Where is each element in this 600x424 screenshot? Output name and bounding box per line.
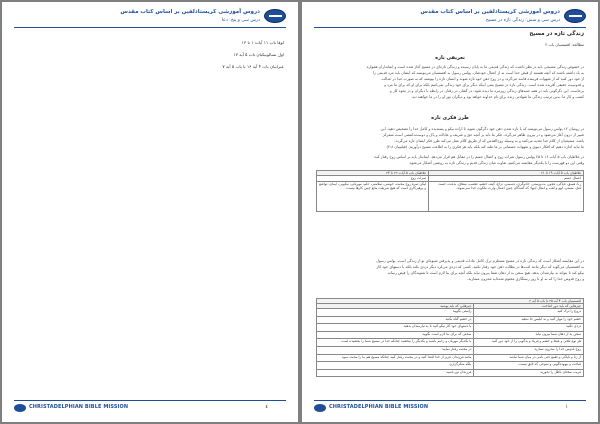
reference-line: عبرانیان باب ۴ آیه ۱۶ تا باب ۵ آیه ۷ (222, 64, 284, 69)
reading-reference: مطالعه: افسسیان باب ۴ (545, 42, 584, 47)
table-row: از زنا و ناپاکی و طمع حتی نامی در میان شما نباشد مانند فرزندان عزیز از خدا اقتدا کنید و در محبت رفتار کنید چنانکه مسیح هم ما را محبت نمود (317, 354, 584, 362)
table-row: فریب سخنان باطل را نخورید فرزندان نور باشید (317, 369, 584, 377)
table-cell: زنا، فسق، ناپاکی، فجور، بت‌پرستی، جادوگری، دشمنی، نزاع، کینه، خشم، تعصب، شقاق، بدعت، حسد، قتل، مستی، لهو و لعب و امثال اینها؛ که کنندگان چنین اعمال وارث ملکوت خدا نمی‌شوند. (429, 182, 584, 212)
header-subtitle: درس سی و شش: زندگی تازه در مسیح (485, 18, 560, 23)
table-row: خشم خود را مهار کنید و به ابلیس جا ندهید در خشم گناه نکنید (317, 316, 584, 324)
page-footer (314, 400, 586, 412)
header-title: دروس آموزشی کریستادلفین بر اساس کتاب مقدس (420, 9, 560, 15)
table-header: چیزهایی که باید پوشید (317, 304, 474, 309)
lesson-title: زندگی تازه در مسیح (529, 31, 584, 37)
table-header: چیزهایی که باید دور انداخت (474, 304, 584, 309)
page-header (314, 8, 586, 28)
comparison-table (316, 170, 584, 212)
section-paragraph: در رومیان ۱۲ پولس رسول می‌نویسد که با تازه شدن ذهن خود دگرگون شوید تا اراده نیکو و پسندیده و کامل خدا را تشخیص دهید. این تغییر از درون آغاز می‌شود و در بیرون ظاهر می‌گردد. فکر ما باید بر آنچه حق و شریف و عادلانه و پاک و دوست‌داشتنی است متمرکز باشد. مسیحیان از کلام خدا تغذیه می‌کنند و به وسیله روح‌القدس که از طریق کلام عمل می‌کند طرز فکر ایشان تازه می‌گردد. ما نباید اجازه دهیم که افکار دنیوی و شهوات جسمانی بر ما غلبه کند بلکه باید هر فکری را به اطاعت مسیح درآوریم. (فیلیپیان ۴:۸) (380, 127, 584, 149)
page-header (14, 8, 286, 28)
table-cell: ثمرات روح (317, 176, 429, 182)
section-title: تعریفی تازه (435, 55, 465, 61)
table-cell: اعمال جسم (429, 176, 584, 182)
table-row: دروغ را ترک کنید راستی بگویید (317, 309, 584, 317)
header-title: دروس آموزشی کریستادلفین بر اساس کتاب مقدس (120, 9, 260, 15)
table-header: افسسیان باب ۴ آیه ۲۵ تا باب ۵ آیه ۲ (317, 299, 584, 304)
mission-logo-icon (564, 9, 586, 23)
page-footer (14, 400, 286, 412)
mission-logo-icon (264, 9, 286, 23)
section-paragraph: در خصوص زندگی مسیحی باید در نظر داشت که زندگی قدیمی ما به پایان رسیده و زندگی تازه‌ای در مسیح آغاز شده است و ایمانداران همواره به یاد داشته باشند که آنچه هستند از فیض خدا است نه از اعمال خودشان. پولس رسول به افسسیان می‌نویسد که ایشان باید مرد قدیمی را از خود دور کنند که از شهوات فریبنده فاسد می‌گردد و در روح ذهن خود تازه شوند و انسان تازه را بپوشند که به صورت خدا در عدالت و قدوسیت حقیقی آفریده شده است. زندگی تازه در مسیح یعنی اینکه دیگر برای خود زندگی نمی‌کنیم بلکه برای او که برای ما مرد و برخاست. این دگرگونی باید در همه جنبه‌های زندگی روزمره ما دیده شود: در گفتار، در رفتار، در رابطه با دیگران و در نحوه کار و کسب و کار ما. بدین ترتیب زندگی ما شهادتی زنده برای نام خداوند خواهد بود و دیگران نور او را در ما خواهند دید. (366, 65, 584, 99)
table-intro: در غلاطیان باب ۵ آیات ۱۶ تا ۲۵ پولس رسول ثمرات روح و اعمال جسم را در مقابل هم قرار می‌دهد. ایماندار باید بر اساس روح رفتار کند: وقتی این دو فهرست را با یکدیگر مقایسه می‌کنیم، تفاوت میان زندگی قدیم و زندگی تازه به روشنی آشکار می‌شود. (373, 155, 584, 165)
ephesians-table (316, 298, 584, 377)
table-row: هر نوع تلخی و غیظ و خشم و فریاد و بدگویی را از خود دور کنید با یکدیگر مهربان و رحیم باشید و یکدیگر را ببخشید چنانکه خدا در مسیح شما را بخشیده است (317, 339, 584, 347)
footer-org: CHRISTADELPHIAN BIBLE MISSION (329, 404, 429, 410)
section-title: طرز فکری تازه (431, 115, 469, 121)
page-number: ١ (565, 404, 568, 410)
table-header: غلاطیان باب ۵ آیات ۱۹ تا ۲۱ (429, 171, 584, 176)
left-page (2, 2, 298, 422)
page-number: ٤ (265, 404, 268, 410)
header-subtitle: درس سی و پنج: دعا (221, 18, 260, 23)
table-row: سخن بد از دهان شما بیرون نیاید سخنی که برای بنا لازم است بگویید (317, 331, 584, 339)
right-page (302, 2, 598, 422)
table-row: قباحت و بیهوده‌گویی و شوخی که لایق نیست بلکه شکرگزاری (317, 362, 584, 370)
footer-logo-icon (14, 404, 26, 412)
footer-org: CHRISTADELPHIAN BIBLE MISSION (29, 404, 129, 410)
table-row: دزدی نکنید با دستهای خود کار نیکو کنید تا به نیازمندان بدهید (317, 324, 584, 332)
section-paragraph: در این مقایسه آشکار است که زندگی تازه در مسیح مستلزم ترک کامل عادات قدیمی و پذیرفتن شیوه‌ای نو از زندگی است. پولس رسول به افسسیان می‌گوید که دیگر مانند امت‌ها در بطالت ذهن خود رفتار نکنید. کسی که دزدی می‌کرد دیگر دزدی نکند بلکه با دستهای خود کار نیکو کند تا بتواند به نیازمندان بدهد. هیچ سخن بد از دهان شما بیرون نیاید بلکه آنچه برای بنا لازم است تا شنوندگان را فیض رساند. و روح قدوس خدا را که به او تا روز رستگاری مختوم شده‌اید محزون مسازید. (376, 259, 584, 281)
table-cell: لیکن ثمره روح محبت، خوشی، سلامتی، حلم، مهربانی، نیکویی، ایمان، تواضع و پرهیزکاری است که هیچ شریعت مانع چنین کارها نیست. (317, 182, 429, 212)
footer-logo-icon (314, 404, 326, 412)
reference-line: اول تسالونیکیان باب ۵ آیه ۱۷ (233, 52, 284, 57)
table-header: غلاطیان باب ۵ آیات ۲۲ تا ۲۳ (317, 171, 429, 176)
table-row: روح قدوس خدا را محزون نسازید در محبت رفتار نمایید (317, 346, 584, 354)
reference-line: لوقا باب ۱۱ آیات ۱ تا ۱۳ (241, 40, 284, 45)
